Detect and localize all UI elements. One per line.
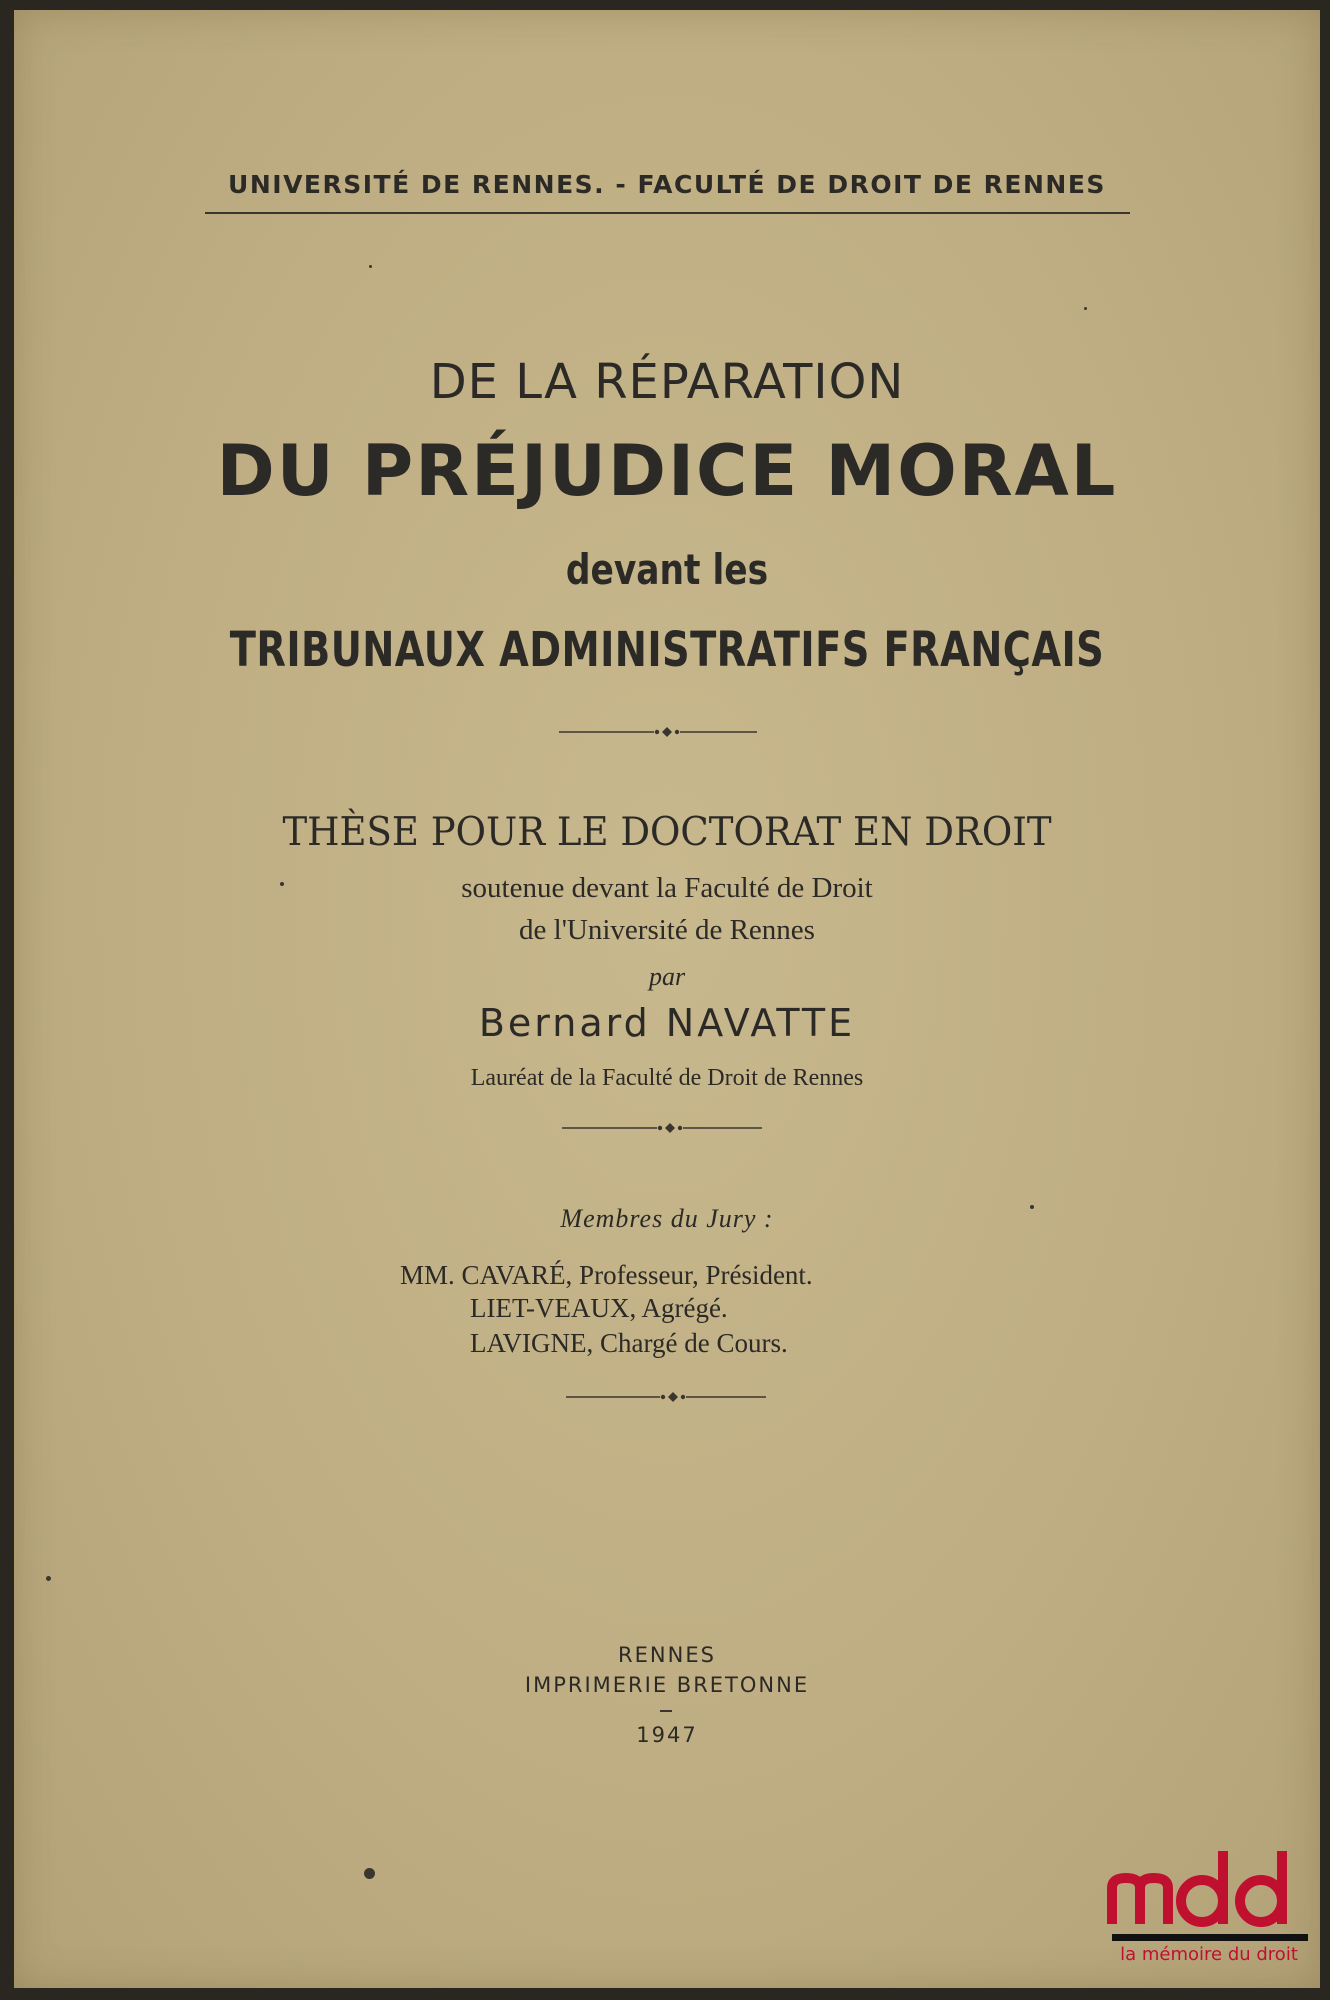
title-line-4: TRIBUNAUX ADMINISTRATIFS FRANÇAIS [229,622,1105,678]
paper-speck [364,1868,375,1879]
title-line-1: DE LA RÉPARATION [429,354,905,410]
paper-speck [1084,307,1087,310]
title-line-3: devant les [565,545,769,594]
logo-tagline: la mémoire du droit [1120,1944,1298,1965]
imprint-dash [660,1710,672,1712]
ornament-divider-icon [14,1387,1320,1407]
mdd-logo-icon [1104,1836,1314,1946]
jury-member: LIET-VEAUX, Agrégé. [470,1293,728,1323]
paper-speck [46,1576,51,1581]
jury-member: LAVIGNE, Chargé de Cours. [470,1328,788,1358]
thesis-line-2: de l'Université de Rennes [519,914,815,946]
imprint-printer: IMPRIMERIE BRETONNE [524,1673,810,1697]
title-line-2: DU PRÉJUDICE MORAL [216,430,1118,512]
paper-speck [1030,1205,1034,1209]
ornament-divider-icon [14,722,1320,742]
header-underline [205,212,1130,214]
thesis-line-1: soutenue devant la Faculté de Droit [461,872,873,904]
by-label: par [648,962,686,991]
mdd-logo [1104,1836,1314,1986]
paper-speck [369,265,372,268]
university-header: UNIVERSITÉ DE RENNES. - FACULTÉ DE DROIT DE RENNES [228,170,1106,199]
paper-speck [280,882,284,886]
ornament-divider-icon [14,1118,1320,1138]
thesis-title: THÈSE POUR LE DOCTORAT EN DROIT [282,810,1052,855]
author-name: Bernard NAVATTE [478,1001,856,1045]
imprint-place: RENNES [618,1643,716,1667]
author-title: Lauréat de la Faculté de Droit de Rennes [470,1065,864,1091]
book-cover-page [14,10,1320,1988]
imprint-year: 1947 [636,1723,698,1747]
jury-heading: Membres du Jury : [560,1204,774,1233]
jury-member: MM. CAVARÉ, Professeur, Président. [400,1260,813,1290]
